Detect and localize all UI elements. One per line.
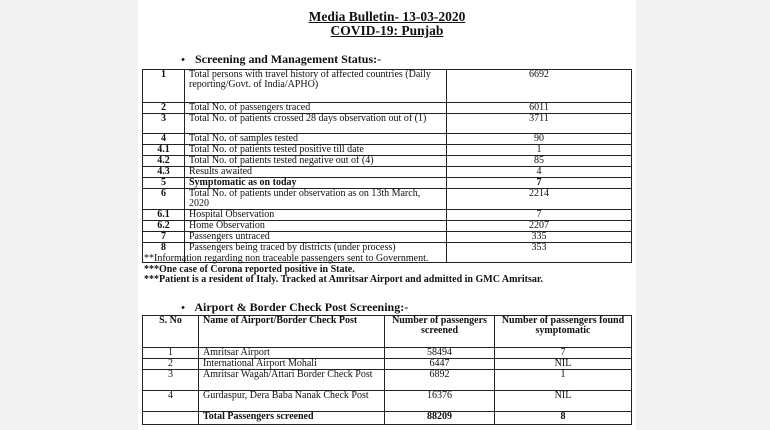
cell-screened: 6892 [385,370,495,391]
cell-sno-empty [143,412,199,425]
cell-sno: 1 [143,348,199,359]
row-number: 2 [143,103,185,114]
row-number: 4.1 [143,145,185,156]
section-heading-label: Airport & Border Check Post Screening:- [194,300,409,314]
row-description: Results awaited [185,167,447,178]
table-row [143,348,632,359]
row-number: 6 [143,189,185,210]
row-value: 2207 [447,221,632,232]
column-header-screened: Number of passengers screened [385,316,495,348]
cell-name: Amritsar Wagah/Attari Border Check Post [199,370,385,391]
row-description: Hospital Observation [185,210,447,221]
section-heading-screening [174,52,381,67]
cell-symptomatic: 7 [495,348,632,359]
row-number: 4 [143,134,185,145]
row-description: Total No. of patients tested negative out of (4) [185,156,447,167]
cell-symptomatic: NIL [495,359,632,370]
bulletin-title: Media Bulletin- 13-03-2020 [308,9,466,24]
table-row [143,210,632,221]
row-number: 8 [143,243,185,263]
bulletin-subtitle: COVID-19: Punjab [330,23,444,38]
row-description: Total No. of patients tested positive till date [185,145,447,156]
column-header-name: Name of Airport/Border Check Post [199,316,385,348]
column-header-sno: S. No [143,316,199,348]
row-value: 2214 [447,189,632,210]
row-number: 1 [143,70,185,103]
row-description: Total No. of passengers traced [185,103,447,114]
row-description: Passengers untraced [185,232,447,243]
table-row [143,70,632,103]
row-number: 5 [143,178,185,189]
airport-screening-table [142,315,632,425]
row-description: Symptomatic as on today [185,178,447,189]
row-value: 4 [447,167,632,178]
footnote: ***Patient is a resident of Italy. Tracked at Amritsar Airport and admitted in GMC Amritsar. [144,274,543,285]
table-total-row [143,412,632,425]
bullet-icon: • [181,302,185,314]
cell-screened: 6447 [385,359,495,370]
row-description: Total No. of patients crossed 28 days observation out of (1) [185,114,447,134]
cell-sno: 2 [143,359,199,370]
cell-name: International Airport Mohali [199,359,385,370]
table-header-row [143,316,632,348]
row-description: Total No. of patients under observation as on 13th March, 2020 [185,189,447,210]
table-row [143,221,632,232]
table-row [143,134,632,145]
row-value: 3711 [447,114,632,134]
footnotes [144,254,634,286]
footnote: ***One case of Corona reported positive in State. [144,263,355,275]
row-number: 4.2 [143,156,185,167]
section-heading-airport [174,300,408,315]
total-screened: 88209 [385,412,495,425]
total-symptomatic: 8 [495,412,632,425]
cell-screened: 16376 [385,391,495,412]
cell-name: Amritsar Airport [199,348,385,359]
row-description: Home Observation [185,221,447,232]
cell-name: Gurdaspur, Dera Baba Nanak Check Post [199,391,385,412]
row-value: 7 [447,178,632,189]
row-description: Passengers being traced by districts (under process) [185,243,447,263]
cell-sno: 3 [143,370,199,391]
table-row [143,178,632,189]
table-row [143,167,632,178]
row-value: 1 [447,145,632,156]
table-row [143,359,632,370]
table-row [143,189,632,210]
cell-sno: 4 [143,391,199,412]
table-row [143,156,632,167]
row-number: 4.3 [143,167,185,178]
row-number: 6.1 [143,210,185,221]
bullet-icon: • [181,54,185,66]
table-row [143,232,632,243]
table-row [143,391,632,412]
row-number: 3 [143,114,185,134]
table-row [143,370,632,391]
cell-screened: 58494 [385,348,495,359]
table-row [143,145,632,156]
row-description: Total persons with travel history of affected countries (Daily reporting/Govt. of India/APHO) [185,70,447,103]
row-number: 7 [143,232,185,243]
footnote: **Information regarding non traceable passengers sent to Government. [144,253,429,264]
row-number: 6.2 [143,221,185,232]
table-row [143,103,632,114]
total-label: Total Passengers screened [199,412,385,425]
table-row [143,114,632,134]
row-value: 7 [447,210,632,221]
row-value: 6692 [447,70,632,103]
cell-symptomatic: 1 [495,370,632,391]
cell-symptomatic: NIL [495,391,632,412]
row-value: 335 [447,232,632,243]
section-heading-label: Screening and Management Status:- [195,52,382,66]
column-header-symptomatic: Number of passengers found symptomatic [495,316,632,348]
row-value: 6011 [447,103,632,114]
row-value: 353 [447,243,632,263]
row-value: 90 [447,134,632,145]
row-value: 85 [447,156,632,167]
row-description: Total No. of samples tested [185,134,447,145]
bulletin-page [138,0,636,430]
screening-status-table [142,69,632,263]
